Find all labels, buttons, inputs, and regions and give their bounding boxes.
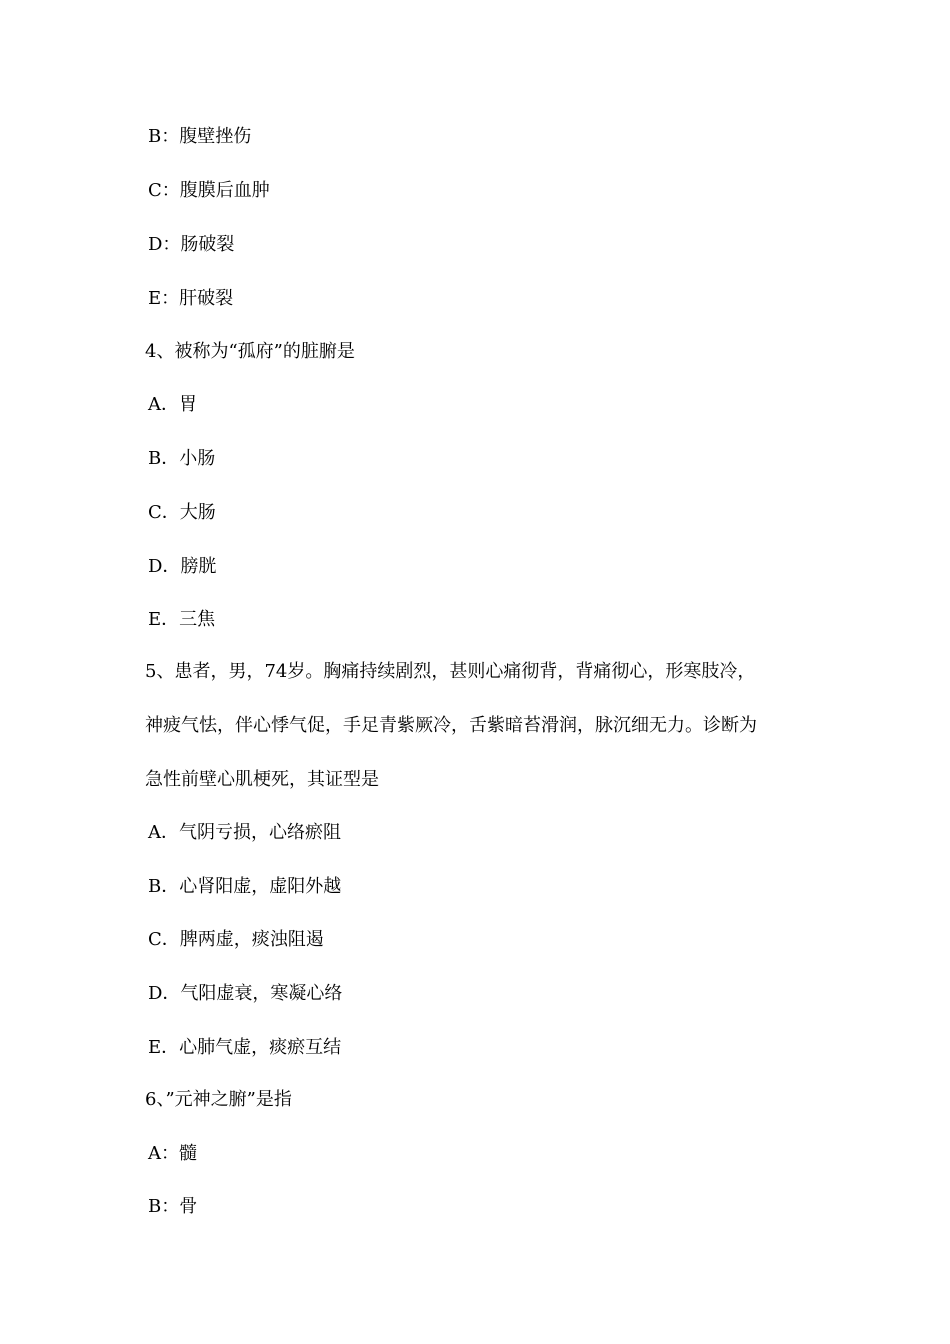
q5-option-e: E．心肺气虚，痰瘀互结 [148, 1037, 342, 1058]
q4-option-c: C．大肠 [148, 502, 216, 523]
q5-option-a: A．气阴亏损，心络瘀阻 [148, 822, 341, 843]
q3-option-e: E：肝破裂 [148, 288, 234, 309]
q5-option-d: D．气阳虚衰，寒凝心络 [148, 983, 343, 1004]
q5-stem-line-3: 急性前壁心肌梗死，其证型是 [145, 769, 379, 790]
q5-option-c: C．脾两虚，痰浊阻遏 [148, 929, 324, 950]
q5-stem-line-2: 神疲气怯，伴心悸气促，手足青紫厥冷，舌紫暗苔滑润，脉沉细无力。诊断为 [145, 715, 757, 736]
q4-option-e: E．三焦 [148, 609, 216, 630]
q3-option-c: C：腹膜后血肿 [148, 180, 270, 201]
q5-stem-line-1: 5、患者，男，74岁。胸痛持续剧烈，甚则心痛彻背，背痛彻心，形寒肢冷， [145, 661, 756, 682]
q6-option-b: B：骨 [148, 1196, 198, 1217]
q4-option-a: A．胃 [148, 394, 197, 415]
q3-option-b: B：腹壁挫伤 [148, 126, 252, 147]
q6-option-a: A：髓 [148, 1143, 197, 1164]
q5-option-b: B．心肾阳虚，虚阳外越 [148, 876, 342, 897]
q4-stem: 4、被称为“孤府”的脏腑是 [145, 341, 355, 362]
q4-option-b: B．小肠 [148, 448, 216, 469]
q4-option-d: D．膀胱 [148, 556, 217, 577]
q6-stem: 6、”元神之腑”是指 [145, 1089, 292, 1110]
q3-option-d: D：肠破裂 [148, 234, 235, 255]
